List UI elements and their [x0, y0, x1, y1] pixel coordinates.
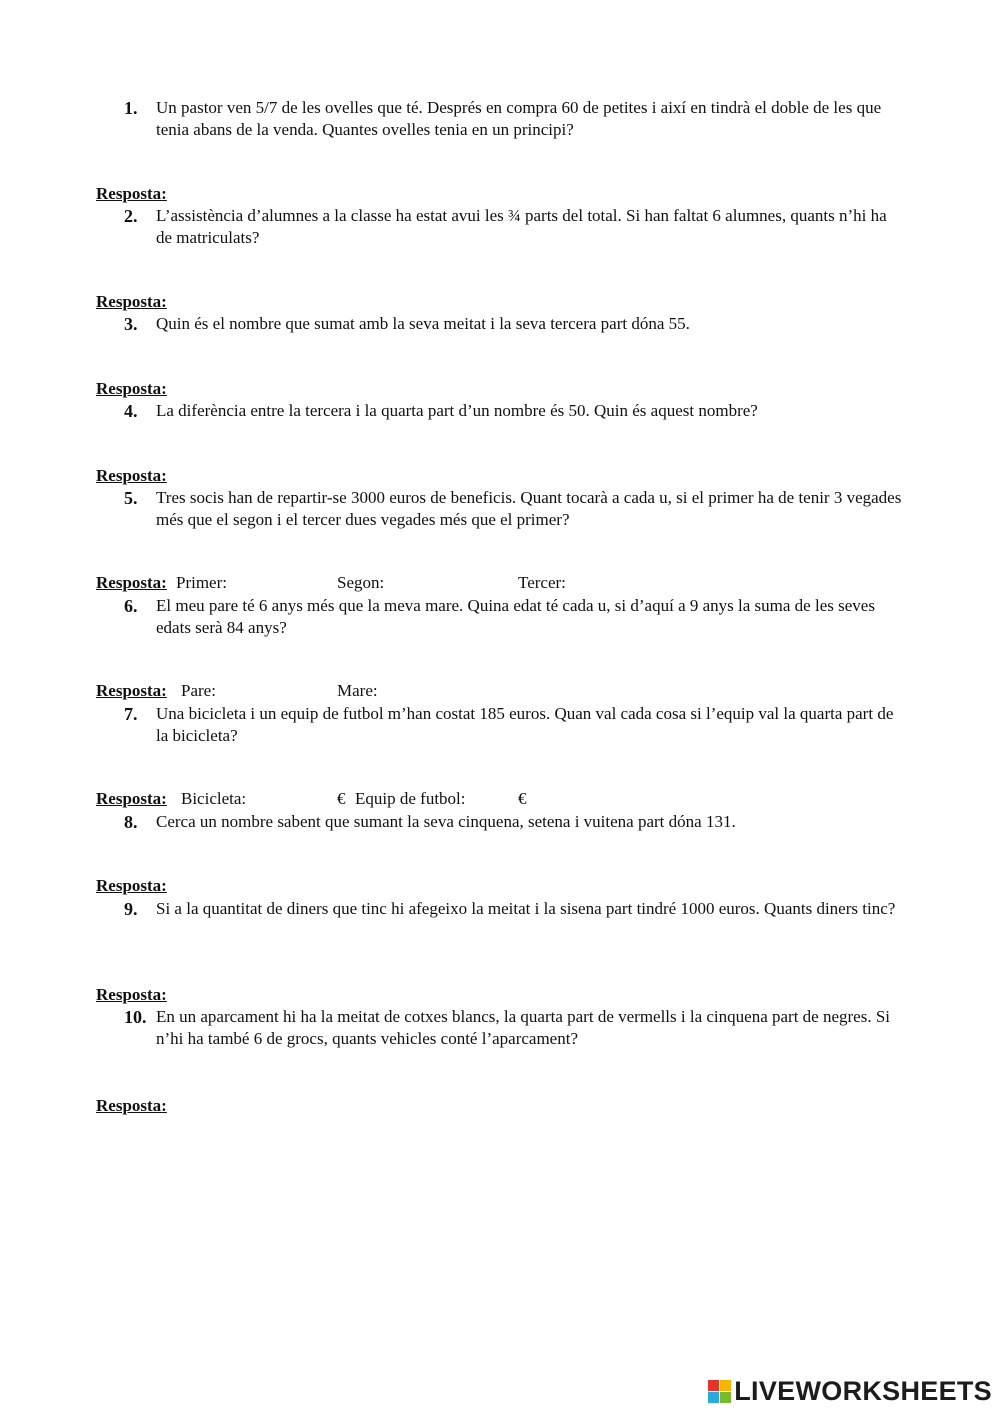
answer-line-2[interactable] — [96, 292, 167, 312]
answer-label: Resposta: — [96, 573, 167, 592]
question-text: La diferència entre la tercera i la quarta part d’un nombre és 50. Quin és aquest nombre? — [156, 401, 758, 420]
answer-label: Resposta: — [96, 184, 167, 203]
answer-label: Resposta: — [96, 1096, 167, 1115]
answer-label: Resposta: — [96, 876, 167, 895]
question-text: Un pastor ven 5/7 de les ovelles que té. Després en compra 60 de petites i així en tindrà el doble de les que tenia abans de la venda. Quantes ovelles tenia en un principi? — [156, 98, 882, 139]
answer-line-5 — [96, 573, 696, 593]
question-number: 9. — [124, 899, 138, 919]
answer-field-second[interactable]: Segon: — [337, 573, 385, 592]
euro-sign: € — [518, 789, 527, 808]
question-text: En un aparcament hi ha la meitat de cotxes blancs, la quarta part de vermells i la cinquena part de negres. Si n’hi ha també 6 de grocs, quants vehicles conté l’aparcament? — [156, 1007, 891, 1048]
answer-line-1[interactable] — [96, 184, 167, 204]
answer-line-4[interactable] — [96, 466, 167, 486]
answer-label: Resposta: — [96, 466, 167, 485]
logo-square-icon — [708, 1392, 719, 1403]
answer-label: Resposta: — [96, 379, 167, 398]
question-text: Quin és el nombre que sumat amb la seva meitat i la seva tercera part dóna 55. — [156, 314, 690, 333]
question-number: 5. — [124, 488, 138, 508]
question-text: Cerca un nombre sabent que sumant la seva cinquena, setena i vuitena part dóna 131. — [156, 812, 736, 831]
logo-square-icon — [708, 1380, 719, 1391]
answer-field-first[interactable]: Primer: — [176, 573, 227, 592]
answer-field-bicycle[interactable]: Bicicleta: — [181, 789, 247, 808]
answer-line-8[interactable] — [96, 876, 167, 896]
question-text: Si a la quantitat de diners que tinc hi afegeixo la meitat i la sisena part tindré 1000 euros. Quants diners tinc? — [156, 899, 896, 918]
liveworksheets-logo[interactable] — [708, 1376, 992, 1407]
answer-line-10[interactable] — [96, 1096, 167, 1116]
answer-label: Resposta: — [96, 292, 167, 311]
question-number: 4. — [124, 401, 138, 421]
question-number: 3. — [124, 314, 138, 334]
logo-square-icon — [720, 1392, 731, 1403]
answer-field-father[interactable]: Pare: — [181, 681, 216, 700]
answer-line-9[interactable] — [96, 985, 167, 1005]
question-number: 8. — [124, 812, 138, 832]
question-text: L’assistència d’alumnes a la classe ha estat avui les ¾ parts del total. Si han faltat 6 alumnes, quants n’hi ha de matriculats? — [156, 206, 887, 247]
answer-line-6 — [96, 681, 696, 701]
logo-text: LIVEWORKSHEETS — [734, 1376, 992, 1406]
logo-mark-icon — [708, 1380, 731, 1403]
answer-field-mother[interactable]: Mare: — [337, 681, 378, 700]
answer-label: Resposta: — [96, 985, 167, 1004]
answer-line-3[interactable] — [96, 379, 167, 399]
question-number: 6. — [124, 596, 138, 616]
question-text: El meu pare té 6 anys més que la meva mare. Quina edat té cada u, si d’aquí a 9 anys la suma de les seves edats serà 84 anys? — [156, 596, 875, 637]
question-number: 10. — [124, 1007, 147, 1027]
answer-field-football-kit[interactable]: Equip de futbol: — [355, 789, 466, 808]
answer-label: Resposta: — [96, 789, 167, 808]
question-text: Tres socis han de repartir-se 3000 euros de beneficis. Quant tocarà a cada u, si el primer ha de tenir 3 vegades més que el segon i el tercer dues vegades més que el primer? — [156, 488, 902, 529]
logo-square-icon — [720, 1380, 731, 1391]
answer-field-third[interactable]: Tercer: — [518, 573, 566, 592]
answer-line-7 — [96, 789, 696, 809]
question-number: 2. — [124, 206, 138, 226]
question-number: 7. — [124, 704, 138, 724]
answer-label: Resposta: — [96, 681, 167, 700]
euro-sign: € — [337, 789, 346, 808]
question-number: 1. — [124, 98, 138, 118]
question-text: Una bicicleta i un equip de futbol m’han costat 185 euros. Quan val cada cosa si l’equip val la quarta part de la bicicleta? — [156, 704, 894, 745]
